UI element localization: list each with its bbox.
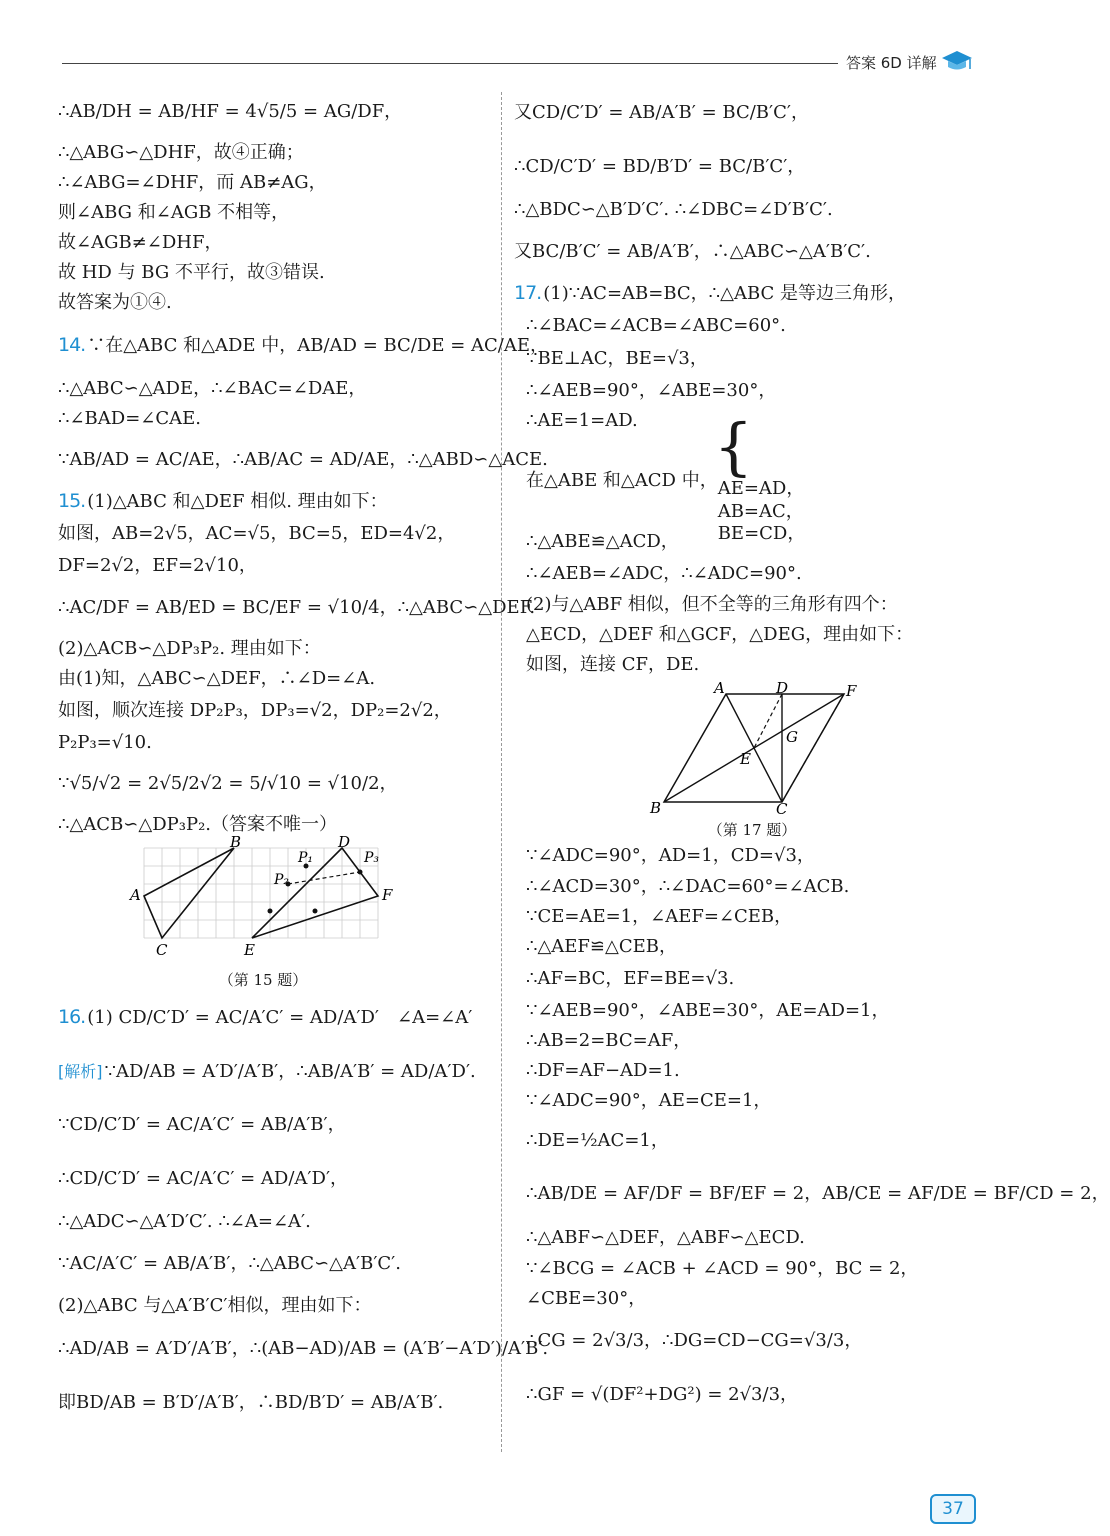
solution-line: ∴AB/DE = AF/DF = BF/EF = 2，AB/CE = AF/DE = BF/CD = 2， <box>526 1182 1110 1204</box>
problem-16-start: 16. (1) CD/C′D′ = AC/A′C′ = AD/A′D′ ∠A=∠A′ <box>58 1006 473 1029</box>
problem-17-start: 17. (1)∵AC=AB=BC，∴△ABC 是等边三角形， <box>514 282 907 305</box>
solution-line: 故 HD 与 BG 不平行，故③错误. <box>58 261 325 283</box>
label-p3: P₃ <box>364 850 380 866</box>
point-p3 <box>358 870 363 875</box>
solution-line: ∴∠ABG=∠DHF，而 AB≠AG， <box>58 171 327 193</box>
solution-line: (2)与△ABF 相似，但不全等的三角形有四个： <box>526 593 898 615</box>
solution-line: ∴AB/DH = AB/HF = 4√5/5 = AG/DF， <box>58 100 403 122</box>
solution-line: ∴AD/AB = A′D′/A′B′，∴(AB−AD)/AB = (A′B′−A′D′)/A′B′. <box>58 1337 549 1359</box>
graduation-cap-icon <box>940 48 974 74</box>
label-e: E <box>244 941 255 959</box>
solution-line: ∵CD/C′D′ = AC/A′C′ = AB/A′B′， <box>58 1113 346 1135</box>
solution-line: 在△ABE 和△ACD 中， { AE=AD， AB=AC， BE=CD， <box>526 410 806 545</box>
label-a: A <box>130 886 141 904</box>
figure-17-diagram <box>642 679 862 818</box>
header-rule <box>62 63 838 64</box>
figure-15-diagram <box>128 833 398 964</box>
solution-line: ∴CD/C′D′ = AC/A′C′ = AD/A′D′， <box>58 1167 349 1189</box>
question-number: 17. <box>514 282 542 305</box>
solution-line: ∵CE=AE=1，∠AEF=∠CEB， <box>526 905 793 927</box>
solution-line: ∵AB/AD = AC/AE，∴AB/AC = AD/AE，∴△ABD∽△ACE. <box>58 448 548 470</box>
solution-line: ∴△ABG∽△DHF，故④正确； <box>58 141 304 163</box>
solution-line: ∵AC/A′C′ = AB/A′B′，∴△ABC∽△A′B′C′. <box>58 1252 401 1274</box>
solution-line: P₂P₃=√10. <box>58 731 152 753</box>
solution-line: ∴∠AEB=∠ADC，∴∠ADC=90°. <box>526 562 802 584</box>
label-c: C <box>776 800 788 818</box>
label-b: B <box>230 833 242 851</box>
question-number: 16. <box>58 1006 86 1029</box>
solution-line: ∵∠ADC=90°，AE=CE=1， <box>526 1089 772 1111</box>
solution-line: ∠CBE=30°， <box>526 1287 647 1309</box>
label-a: A <box>714 679 725 697</box>
solution-line: 又BC/B′C′ = AB/A′B′，∴△ABC∽△A′B′C′. <box>514 240 871 262</box>
label-p2: P₂ <box>274 872 290 888</box>
solution-line: ∴CG = 2√3/3，∴DG=CD−CG=√3/3， <box>526 1329 863 1351</box>
solution-line: ∴△ADC∽△A′D′C′. ∴∠A=∠A′. <box>58 1210 311 1232</box>
solution-line: 即BD/AB = B′D′/A′B′，∴BD/B′D′ = AB/A′B′. <box>58 1391 444 1413</box>
label-b: B <box>650 799 662 817</box>
label-e: E <box>740 750 751 768</box>
solution-line: ∴∠BAC=∠ACB=∠ABC=60°. <box>526 314 786 336</box>
solution-line: ∴△ABC∽△ADE，∴∠BAC=∠DAE， <box>58 377 367 399</box>
figure-15-grid <box>144 848 378 938</box>
label-g: G <box>786 728 798 746</box>
figure-17 <box>642 679 984 840</box>
solution-line: ∴GF = √(DF²+DG²) = 2√3/3， <box>526 1383 799 1405</box>
page-number: 37 <box>930 1494 976 1524</box>
solution-line: ∴∠ACD=30°，∴∠DAC=60°=∠ACB. <box>526 875 850 897</box>
solution-line: DF=2√2，EF=2√10， <box>58 554 257 576</box>
solution-line: ∴DF=AF−AD=1. <box>526 1059 680 1081</box>
solution-line: ∵∠AEB=90°，∠ABE=30°，AE=AD=1， <box>526 999 890 1021</box>
solution-line: ∴AC/DF = AB/ED = BC/EF = √10/4，∴△ABC∽△DEF. <box>58 596 536 618</box>
question-number: 15. <box>58 490 86 513</box>
triangle-abc <box>144 848 234 938</box>
label-d: D <box>776 679 789 697</box>
label-d: D <box>338 833 351 851</box>
problem-14-start: 14. ∵在△ABC 和△ADE 中，AB/AD = BC/DE = AC/AE， <box>58 334 548 357</box>
solution-line: 又CD/C′D′ = AB/A′B′ = BC/B′C′， <box>514 101 809 123</box>
figure-15 <box>128 833 488 990</box>
solution-line: ∴△ABE≌△ACD， <box>526 530 679 552</box>
figure-17-caption: （第 17 题） <box>707 821 797 839</box>
solution-line: 由(1)知，△ABC∽△DEF，∴∠D=∠A. <box>58 667 376 689</box>
brace-symbol: { <box>713 410 754 484</box>
solution-line: ∴△ACB∽△DP₃P₂.（答案不唯一） <box>58 813 338 835</box>
header-title: 答案 6D 详解 <box>846 54 937 72</box>
solution-line: ∴△AEF≌△CEB， <box>526 935 677 957</box>
solution-line: ∴∠AEB=90°，∠ABE=30°， <box>526 379 777 401</box>
solution-line: ∴AB=2=BC=AF， <box>526 1029 692 1051</box>
solution-line: 如图，AB=2√5，AC=√5，BC=5，ED=4√2， <box>58 522 456 544</box>
label-c: C <box>156 941 168 959</box>
solution-line: 故∠AGB≠∠DHF， <box>58 231 223 253</box>
solution-line: (2)△ABC 与△A′B′C′相似，理由如下： <box>58 1294 372 1316</box>
solution-line: 则∠ABG 和∠AGB 不相等， <box>58 201 290 223</box>
solution-line: ∵∠ADC=90°，AD=1，CD=√3， <box>526 844 815 866</box>
solution-line: 故答案为①④. <box>58 291 172 313</box>
label-f: F <box>382 886 393 904</box>
equation-system: { AE=AD， AB=AC， BE=CD， <box>713 410 806 545</box>
question-number: 14. <box>58 334 86 357</box>
solution-line: ∵∠BCG = ∠ACB + ∠ACD = 90°，BC = 2， <box>526 1257 919 1279</box>
solution-line: ∴△BDC∽△B′D′C′. ∴∠DBC=∠D′B′C′. <box>514 198 833 220</box>
solution-line: ∴△ABF∽△DEF，△ABF∽△ECD. <box>526 1226 805 1248</box>
solution-line: (2)△ACB∽△DP₃P₂. 理由如下： <box>58 637 321 659</box>
figure-15-caption: （第 15 题） <box>218 971 308 989</box>
triangle-def <box>252 848 378 938</box>
solution-line: ∴AE=1=AD. <box>526 409 638 431</box>
solution-line: 如图，连接 CF，DE. <box>526 653 700 675</box>
solution-line: ∴AF=BC，EF=BE=√3. <box>526 967 735 989</box>
solution-line: ∵√5/√2 = 2√5/2√2 = 5/√10 = √10/2， <box>58 772 398 794</box>
solution-line: ∴DE=½AC=1， <box>526 1129 669 1151</box>
right-column <box>514 86 1110 1422</box>
solution-line: ∴∠BAD=∠CAE. <box>58 407 201 429</box>
label-p1: P₁ <box>298 850 314 866</box>
point-mid-1 <box>268 909 273 914</box>
column-divider <box>501 92 502 1452</box>
point-mid-2 <box>313 909 318 914</box>
analysis-tag: [解析] <box>58 1062 103 1081</box>
solution-line: △ECD，△DEF 和△GCF，△DEG，理由如下： <box>526 623 914 645</box>
analysis-line: [解析] ∵AD/AB = A′D′/A′B′，∴AB/A′B′ = AD/A′D′. <box>58 1060 476 1082</box>
solution-line: ∴CD/C′D′ = BD/B′D′ = BC/B′C′， <box>514 155 806 177</box>
solution-line: 如图，顺次连接 DP₂P₃，DP₃=√2，DP₂=2√2， <box>58 699 452 721</box>
problem-15-start: 15. (1)△ABC 和△DEF 相似. 理由如下： <box>58 490 388 513</box>
label-f: F <box>846 682 857 700</box>
solution-line: ∵BE⊥AC，BE=√3， <box>526 347 708 369</box>
